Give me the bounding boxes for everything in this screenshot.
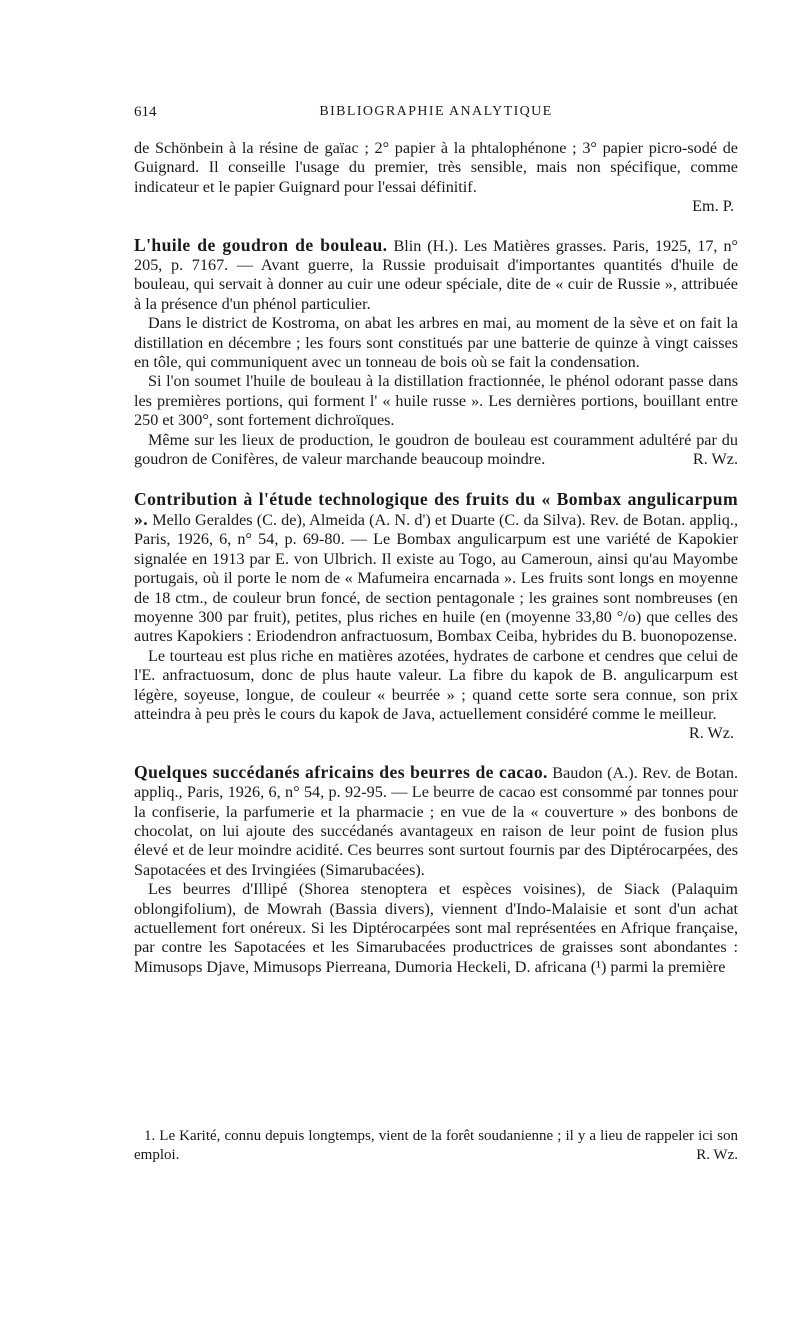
footnote-signature: R. Wz. [696, 1147, 738, 1163]
article-paragraph: Si l'on soumet l'huile de bouleau à la distillation fractionnée, le phénol odorant passe dans les premières portions, qui forment l' « huile russe ». Les dernières portions, bouillant entre 250 et 300°, sont fortement dichroïques. [134, 372, 738, 430]
article-paragraph: — Le beurre de cacao est consommé par tonnes pour la confiserie, la parfumerie et la pharmacie ; en vue de la « couverture » des bonbons de chocolat, on lui ajoute des succédanés avantageux en raison de leur point de fusion plus élevé et de leur moindre acidité. Ces beurres sont surtout fournis par des Diptérocarpées, des Sapotacées et des Irvingiées (Simarubacées). [134, 783, 738, 879]
article-cocoa-butter [134, 763, 738, 977]
article-paragraph: Le tourteau est plus riche en matières azotées, hydrates de carbone et cendres que celui de l'E. anfractuosum, donc de plus haute valeur. La fibre du kapok de B. angulicarpum est légère, soyeuse, longue, de couleur « beurrée » ; quand cette sorte sera connue, son prix atteindra à peu près le cours du kapok de Java, actuellement considéré comme le meilleur. [134, 646, 738, 723]
page-header [134, 104, 738, 124]
article-signature: R. Wz. [688, 724, 734, 743]
article-cocoa-lead [134, 763, 738, 880]
article-paragraph: Les beurres d'Illipé (Shorea stenoptera et espèces voisines), de Siack (Palaquim oblongifolium), de Mowrah (Bassia divers), viennent d'Indo-Malaisie et sont d'un achat actuellement fort onéreux. Si les Diptérocarpées sont mal représentées en Afrique française, par contre les Sapotacées et les Simarubacées productrices de graisses sont abondantes : Mimusops Djave, Mimusops Pierreana, Dumoria Heckeli, D. africana (¹) parmi la première [134, 880, 738, 976]
article-paragraph: — Le Bombax angulicarpum est une variété de Kapokier signalée en 1913 par E. von Ulbrich. Il existe au Togo, au Cameroun, ainsi qu'au Mayombe portugais, où il porte le nom de « Mafumeira encarnada ». Les fruits sont longs en moyenne de 18 ctm., de couleur brun foncé, de section pentagonale ; les graines sont nombreuses (en moyenne 300 par fruit), petites, plus riches en huile (en (moyenne 33,80 °/o) que celles des autres Kapokiers : Eriodendron anfractuosum, Bombax Ceiba, hybrides du B. buonopozense. [134, 530, 738, 646]
article-birch-tar [134, 236, 738, 470]
article-last-paragraph [134, 431, 738, 470]
main-column [134, 139, 738, 977]
intro-signature: Em. P. [692, 197, 734, 216]
article-citation: Mello Geraldes (C. de), Almeida (A. N. d') et Duarte (C. da Silva). Rev. de Botan. appliq., Paris, 1926, 6, n° 54, p. 69-80. [134, 510, 738, 549]
footnote-paragraph [134, 1127, 738, 1165]
running-title: BIBLIOGRAPHIE ANALYTIQUE [319, 104, 553, 119]
article-birch-tar-lead [134, 236, 738, 315]
intro-paragraph: de Schönbein à la résine de gaïac ; 2° papier à la phtalophénone ; 3° papier picro-sodé de Guignard. Il conseille l'usage du premier, très sensible, mais non spécifique, comme indicateur et le papier Guignard pour l'essai définitif. [134, 139, 738, 196]
article-title: Contribution à l'étude technologique des fruits du « Bombax angulicarpum ». [134, 488, 738, 529]
spacer [134, 744, 738, 763]
article-paragraph: Dans le district de Kostroma, on abat les arbres en mai, au moment de la sève et on fait la distillation en décembre ; les fours sont constitués par une batterie de quinze à vingt caisses en tôle, qui communiquent avec un tonneau de bois où se fait la condensation. [134, 314, 738, 372]
page-number: 614 [134, 104, 157, 120]
article-paragraph: — Avant guerre, la Russie produisait d'importantes quantités d'huile de bouleau, qui servait à donner au cuir une odeur spéciale, dite de « cuir de Russie », attribuée à la présence d'un phénol particulier. [134, 256, 739, 313]
spacer [134, 470, 738, 490]
article-citation: Baudon (A.). Rev. de Botan. appliq., Paris, 1926, 6, n° 54, p. 92-95. [134, 763, 738, 802]
spacer [134, 217, 738, 236]
article-paragraph: Même sur les lieux de production, le goudron de bouleau est couramment adultéré par du goudron de Conifères, de valeur marchande beaucoup moindre. [134, 430, 738, 469]
article-bombax-lead [134, 490, 738, 647]
footnote-text: 1. Le Karité, connu depuis longtemps, vient de la forêt soudanienne ; il y a lieu de rappeler ici son emploi. [134, 1128, 738, 1163]
footnote [134, 1127, 738, 1165]
article-title: L'huile de goudron de bouleau. [134, 234, 388, 255]
article-citation: Blin (H.). Les Matières grasses. Paris, 1925, 17, n° 205, p. 7167. [134, 236, 739, 275]
article-bombax [134, 490, 738, 744]
article-title: Quelques succédanés africains des beurres de cacao. [134, 761, 548, 782]
article-signature: R. Wz. [692, 450, 738, 469]
